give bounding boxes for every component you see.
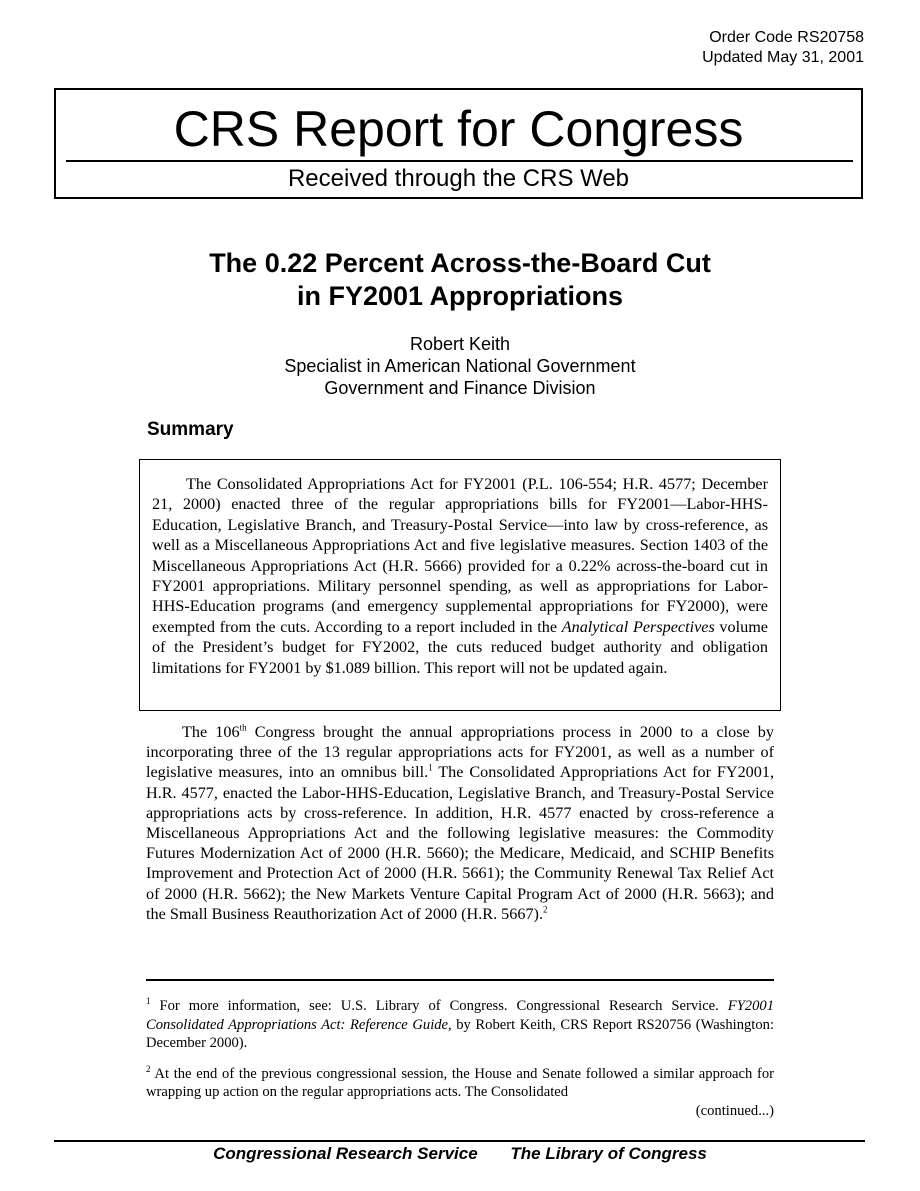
title-line-1: The 0.22 Percent Across-the-Board Cut [209,248,711,278]
banner-title: CRS Report for Congress [173,101,744,157]
footer [0,1143,920,1165]
footnotes [146,997,774,1121]
author-name: Robert Keith [409,334,511,354]
footnote-ref-2[interactable]: 2 [543,904,548,915]
crs-banner [54,88,863,199]
body-part3: The Consolidated Appropriations Act for FY2001, H.R. 4577, enacted the Labor-HHS-Education, Legislative Branch, and Treasury-Postal Service appropriations acts by cross-reference. In addition, H.R. 4577 enacted by cross-reference a Miscellaneous Appropriations Act and the following legislative measures: the Commodity Futures Modernization Act of 2000 (H.R. 5660); the Medicare, Medicaid, and SCHIP Benefits Improvement and Protection Act of 2000 (H.R. 5661); the Community Renewal Tax Relief Act of 2000 (H.R. 5662); the New Markets Venture Capital Program Act of 2000 (H.R. 5663); and the Small Business Reauthorization Act of 2000 (H.R. 5667). [146,763,774,923]
footnote-ref-1[interactable]: 1 [428,763,433,774]
summary-heading: Summary [147,419,234,440]
footnote-2-number: 2 [146,1063,151,1074]
footnote-2-text: At the end of the previous congressional session, the House and Senate followed a similar approach for wrapping up action on the regular appropriations acts. The Consolidated [146,1065,774,1101]
summary-box [139,459,781,711]
footnote-1-part1: For more information, see: U.S. Library of Congress. Congressional Research Service. [150,998,728,1014]
body-part1: The 106 [182,723,240,741]
summary-text-part1: The Consolidated Appropriations Act for FY2001 (P.L. 106-554; H.R. 4577; December 21, 2000) enacted three of the regular appropriations bills for FY2001—Labor-HHS-Education, Legislative Branch, and Treasury-Postal Service—into law by cross-reference, as well as a Miscellaneous Appropriations Act and five legislative measures. Section 1403 of the Miscellaneous Appropriations Act (H.R. 5666) provided for a 0.22% across-the-board cut in FY2001 appropriations. Military personnel spending, as well as appropriations for Labor-HHS-Education programs (and emergency supplemental appropriations for FY2000), were exempted from the cuts. According to a report included in the [152,475,768,636]
body-part2: Congress brought the annual appropriations process in 2000 to a close by incorporating three of the 13 regular appropriations acts for FY2001, as well as a number of legislative measures, into an omnibus bill. [146,723,774,782]
footnote-1-number: 1 [146,996,151,1007]
banner-rule [66,160,853,162]
author-title: Specialist in American National Government [284,356,636,376]
summary-text-part2: volume of the President’s budget for FY2002, the cuts reduced budget authority and obligation limitations for FY2001 by $1.089 billion. This report will not be updated again. [152,617,768,677]
title-line-2: in FY2001 Appropriations [296,281,624,311]
body-sup-th: th [239,722,247,733]
summary-text-italic: Analytical Perspectives [561,617,715,636]
summary-text [152,474,768,678]
order-code-block [702,28,864,68]
footnote-1-part2: , by Robert Keith, CRS Report RS20756 (Washington: December 2000). [146,1016,774,1052]
body-paragraph [146,722,774,924]
footer-right: The Library of Congress [510,1144,707,1163]
banner-subtitle: Received through the CRS Web [287,165,630,192]
document-title [0,247,920,313]
updated-date: Updated May 31, 2001 [702,49,864,66]
footer-left: Congressional Research Service [213,1144,478,1163]
footer-rule [54,1140,865,1142]
footnote-1-italic: FY2001 Consolidated Appropriations Act: Reference Guide [146,998,774,1033]
footnote-1 [146,997,774,1053]
author-division: Government and Finance Division [324,378,596,398]
continued-note: (continued...) [695,1102,774,1119]
author-block [0,333,920,399]
footnote-rule [146,979,774,981]
footnote-2 [146,1065,774,1102]
order-code: Order Code RS20758 [709,29,864,46]
